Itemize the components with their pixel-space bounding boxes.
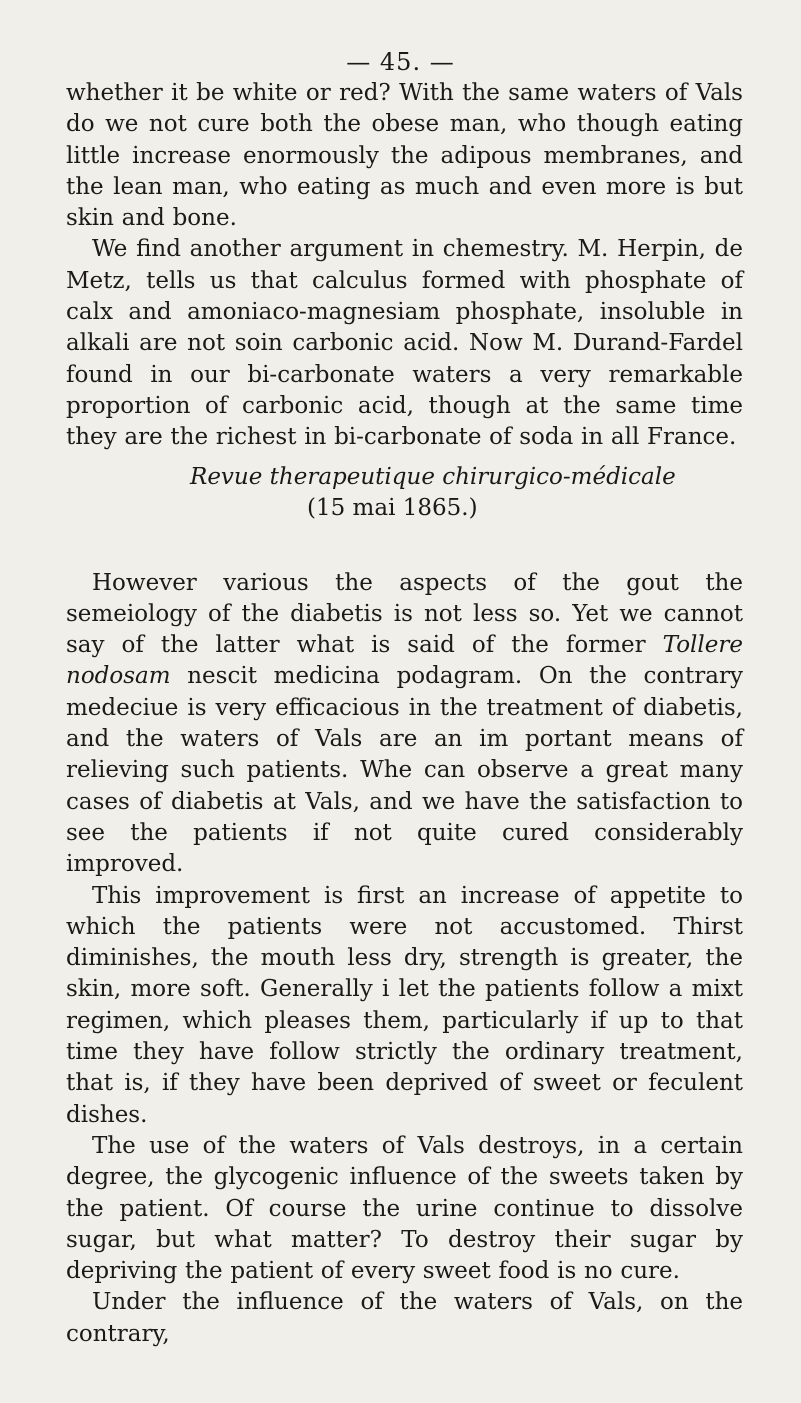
paragraph-glycogenic: The use of the waters of Vals destroys, in a certain degree, the glycogenic influence of the sweets taken by the patient. Of course the urine continue to dissolve sugar, but what matter? To destroy their sugar by depriving the patient of every sweet food is no cure. <box>66 1132 743 1285</box>
citation <box>66 462 743 524</box>
citation-journal: Revue therapeutique chirurgico-médicale <box>190 463 676 490</box>
latin-quotation: Tollere nodosam <box>66 632 743 690</box>
paragraph-improvement: This improvement is first an increase of appetite to which the patients were not accustomed. Thirst diminishes, the mouth less dry, strength is greater, the skin, more soft. Generally i let the patients follow a mixt regimen, which pleases them, particularly if up to that time they have follow strictly the ordinary treatment, that is, if they have been deprived of sweet or feculent dishes. <box>66 882 743 1128</box>
paragraph-continuation: whether it be white or red? With the same waters of Vals do we not cure both the obese man, who though eating little increase enormously the adipous membranes, and the lean man, who eating as much and even more is but skin and bone. <box>66 80 743 232</box>
paragraph-diabetis-before: However various the aspects of the gout the semeiology of the diabetis is not less so. Yet we cannot say of the latter what is said of the former <box>66 569 743 659</box>
citation-date: (15 mai 1865.) <box>307 494 478 521</box>
page-number: — 45. — <box>346 48 455 76</box>
paragraph-diabetis-after: nescit medicina podagram. On the contrary medeciue is very efficacious in the treatment of diabetis, and the waters of Vals are an im portant means of relieving such patients. Whe can observe a great many cases of diabetis at Vals, and we have the satisfaction to see the patients if not quite cured considerably improved. <box>66 663 743 878</box>
paragraph-chemistry-argument: We find another argument in chemestry. M. Herpin, de Metz, tells us that calculus formed with phosphate of calx and amoniaco-magnesiam phosphate, insoluble in alkali are not soin carbonic acid. Now M. Durand-Fardel found in our bi-carbonate waters a very remarkable proportion of carbonic acid, though at the same time they are the richest in bi-carbonate of soda in all France. <box>66 236 743 451</box>
paragraph-influence: Under the influence of the waters of Vals, on the contrary, <box>66 1289 743 1347</box>
paragraph-diabetis <box>66 568 743 881</box>
section-gap <box>66 524 743 568</box>
